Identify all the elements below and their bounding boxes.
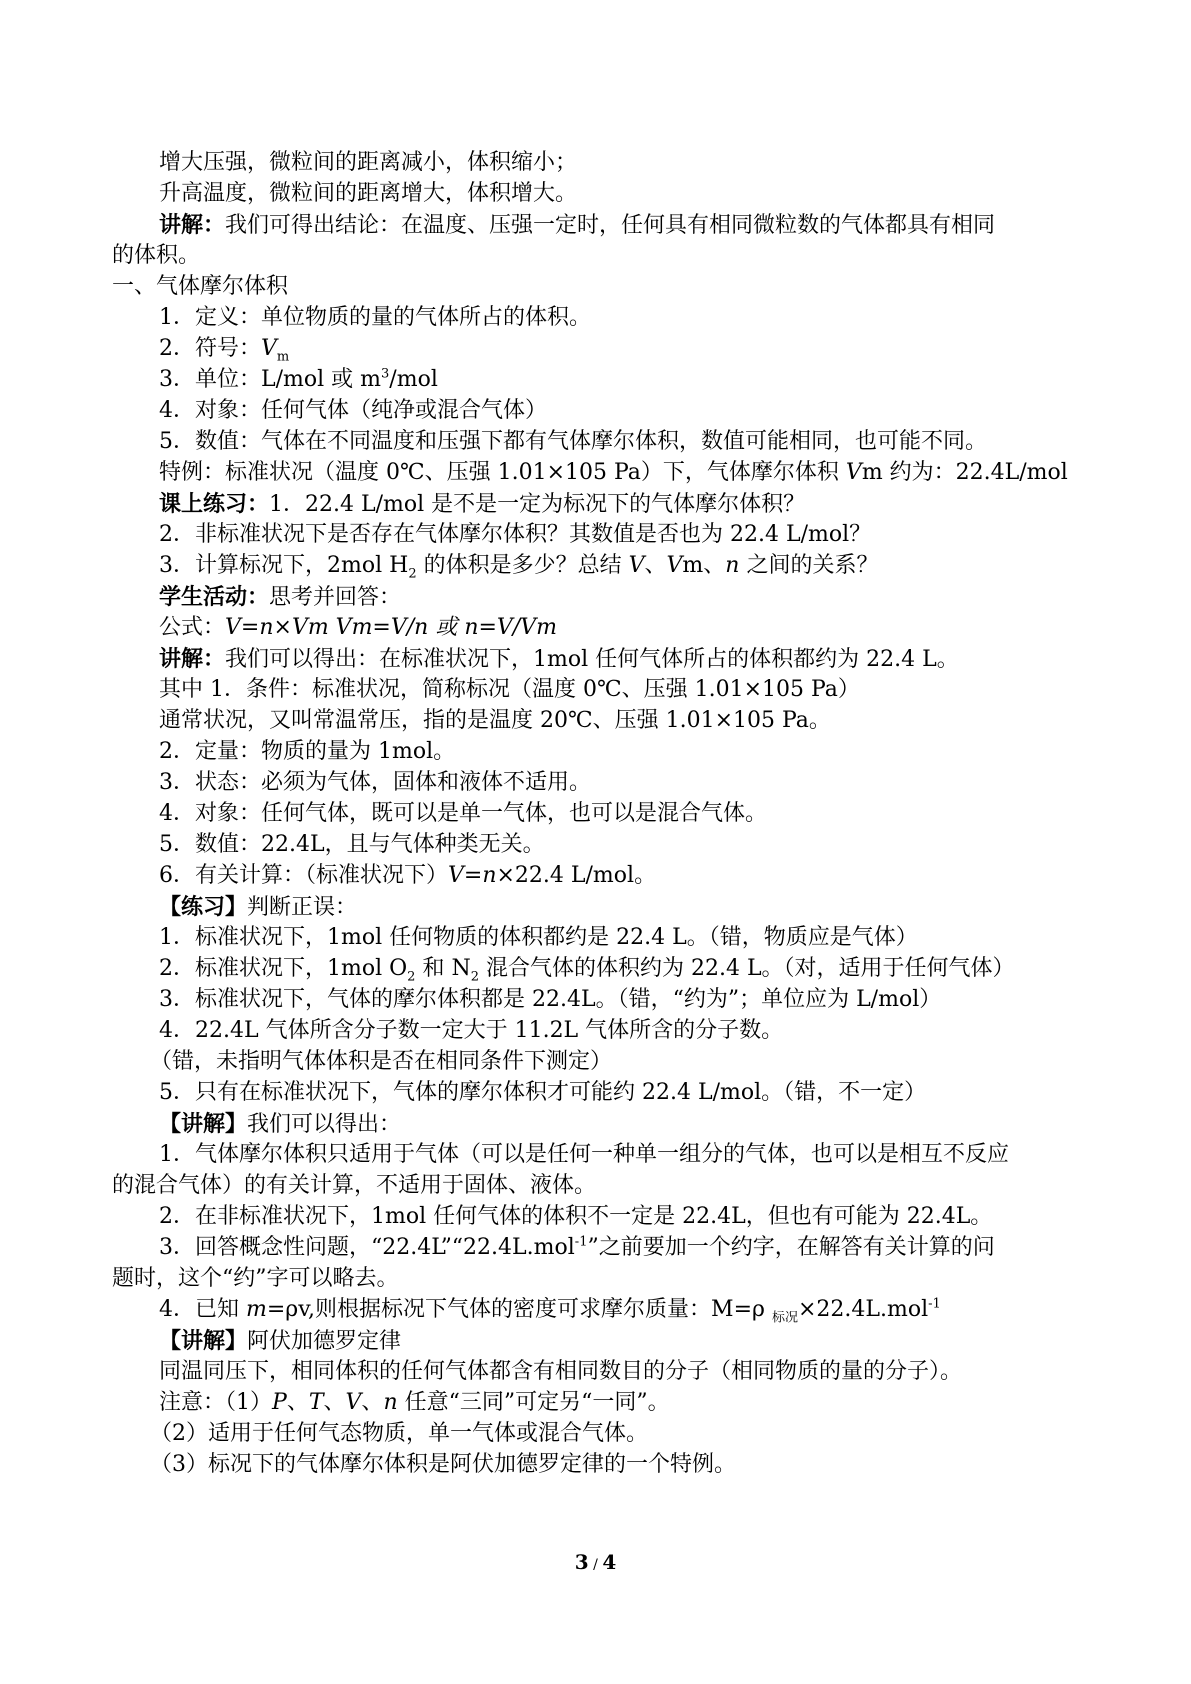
text-line: 讲解：我们可得出结论：在温度、压强一定时，任何具有相同微粒数的气体都具有相同 <box>159 212 996 238</box>
text-line: 2．标准状况下，1mol $O_2$ 和 $N_2$ 混合气体的体积约为 22.4 L。（对，适用于任何气体） <box>159 956 1015 985</box>
text-line: 6．有关计算：（标准状况下）V=n×22.4 L/mol。 <box>159 863 657 888</box>
text-line: 3．状态：必须为气体，固体和液体不适用。 <box>159 770 591 795</box>
text-line: 4．22.4L 气体所含分子数一定大于 11.2L 气体所含的分子数。 <box>159 1018 784 1043</box>
text-line: 【讲解】阿伏加德罗定律 <box>159 1328 402 1354</box>
label-exercise: 课上练习： <box>159 491 270 517</box>
page-separator: / <box>588 1557 603 1573</box>
text-line: 1．气体摩尔体积只适用于气体（可以是任何一种单一组分的气体，也可以是相互不反应 <box>159 1142 1009 1167</box>
text-line: 题时，这个“约”字可以略去。 <box>112 1266 399 1291</box>
text-line: 增大压强，微粒间的距离减小，体积缩小； <box>159 150 578 175</box>
text-line: （错，未指明气体体积是否在相同条件下测定） <box>150 1049 613 1074</box>
text-line: 通常状况，又叫常温常压，指的是温度 20℃、压强 1.01×105 Pa。 <box>159 708 831 733</box>
text-line: 同温同压下，相同体积的任何气体都含有相同数目的分子（相同物质的量的分子）。 <box>159 1359 963 1384</box>
text-line: 4．对象：任何气体，既可以是单一气体，也可以是混合气体。 <box>159 801 767 826</box>
label-student-activity: 学生活动： <box>159 584 270 610</box>
text-line: 注意：（1）P、T、V、n 任意“三同”可定另“一同”。 <box>159 1390 670 1415</box>
text-line: 4．已知 m=ρv,则根据标况下气体的密度可求摩尔质量：M=ρ $_{标况}$×22.4L.mol$^{-1}$ <box>159 1296 941 1326</box>
text-line: 2．非标准状况下是否存在气体摩尔体积？其数值是否也为 22.4 L/mol？ <box>159 522 872 547</box>
page-number <box>0 1548 1191 1579</box>
text-line: 5．数值：气体在不同温度和压强下都有气体摩尔体积，数值可能相同，也可能不同。 <box>159 429 987 454</box>
text-line: 1．标准状况下，1mol 任何物质的体积都约是 22.4 L。（错，物质应是气体） <box>159 925 918 950</box>
text-line: 3．单位：L/mol 或 $m^3$/mol <box>159 366 438 392</box>
text-line: （3）标况下的气体摩尔体积是阿伏加德罗定律的一个特例。 <box>150 1452 736 1477</box>
label-lecture: 讲解： <box>159 212 226 238</box>
text-line: 4．对象：任何气体（纯净或混合气体） <box>159 398 547 423</box>
formula: V=n×Vm Vm=V/n 或 n=V/Vm <box>225 615 557 640</box>
text-line: 2．定量：物质的量为 1mol。 <box>159 739 456 764</box>
section-heading: 一、气体摩尔体积 <box>112 274 289 299</box>
text-line: 的混合气体）的有关计算，不适用于固体、液体。 <box>112 1173 597 1198</box>
text-line: 课上练习：1．22.4 L/mol 是不是一定为标况下的气体摩尔体积？ <box>159 491 806 517</box>
text-line: 3．标准状况下，气体的摩尔体积都是 22.4L。（错，“约为”；单位应为 L/mol） <box>159 987 942 1012</box>
label-lecture: 【讲解】 <box>159 1328 248 1354</box>
current-page: 3 <box>574 1550 589 1574</box>
total-pages: 4 <box>602 1550 617 1574</box>
text-line: 【讲解】我们可以得出： <box>159 1111 402 1137</box>
text-line: 讲解：我们可以得出：在标准状况下，1mol 任何气体所占的体积都约为 22.4 L。 <box>159 646 959 672</box>
label-practice: 【练习】 <box>159 894 248 920</box>
text-line: 3．计算标况下，2mol $H_2$ 的体积是多少？总结 V、Vm、n 之间的关系？ <box>159 553 879 582</box>
text-line: 1．定义：单位物质的量的气体所占的体积。 <box>159 305 591 330</box>
text-line: 升高温度，微粒间的距离增大，体积增大。 <box>159 181 578 206</box>
text-line: 特例：标准状况（温度 0℃、压强 1.01×105 Pa）下，气体摩尔体积 Vm 约为：22.4L/mol <box>159 460 1068 485</box>
text-line: 2．符号：$V_m$ <box>159 336 290 365</box>
label-lecture: 【讲解】 <box>159 1111 248 1137</box>
text-line: 3．回答概念性问题，“22.4L”“22.4L.mol$^{-1}$”之前要加一个约字，在解答有关计算的问 <box>159 1234 995 1260</box>
text-line: 学生活动：思考并回答： <box>159 584 402 610</box>
text-line: 5．只有在标准状况下，气体的摩尔体积才可能约 22.4 L/mol。（错，不一定） <box>159 1080 927 1105</box>
text-line: 5．数值：22.4L，且与气体种类无关。 <box>159 832 545 857</box>
formula: V=n <box>448 863 497 888</box>
text-line: 公式：V=n×Vm Vm=V/n 或 n=V/Vm <box>159 615 557 640</box>
text-line: 【练习】判断正误： <box>159 894 358 920</box>
text-line: 2．在非标准状况下，1mol 任何气体的体积不一定是 22.4L，但也有可能为 22.4L。 <box>159 1204 993 1229</box>
text-line: （2）适用于任何气态物质，单一气体或混合气体。 <box>150 1421 648 1446</box>
label-lecture: 讲解： <box>159 646 226 672</box>
text-line: 的体积。 <box>112 243 201 268</box>
text-line: 其中 1．条件：标准状况，简称标况（温度 0℃、压强 1.01×105 Pa） <box>159 677 860 702</box>
